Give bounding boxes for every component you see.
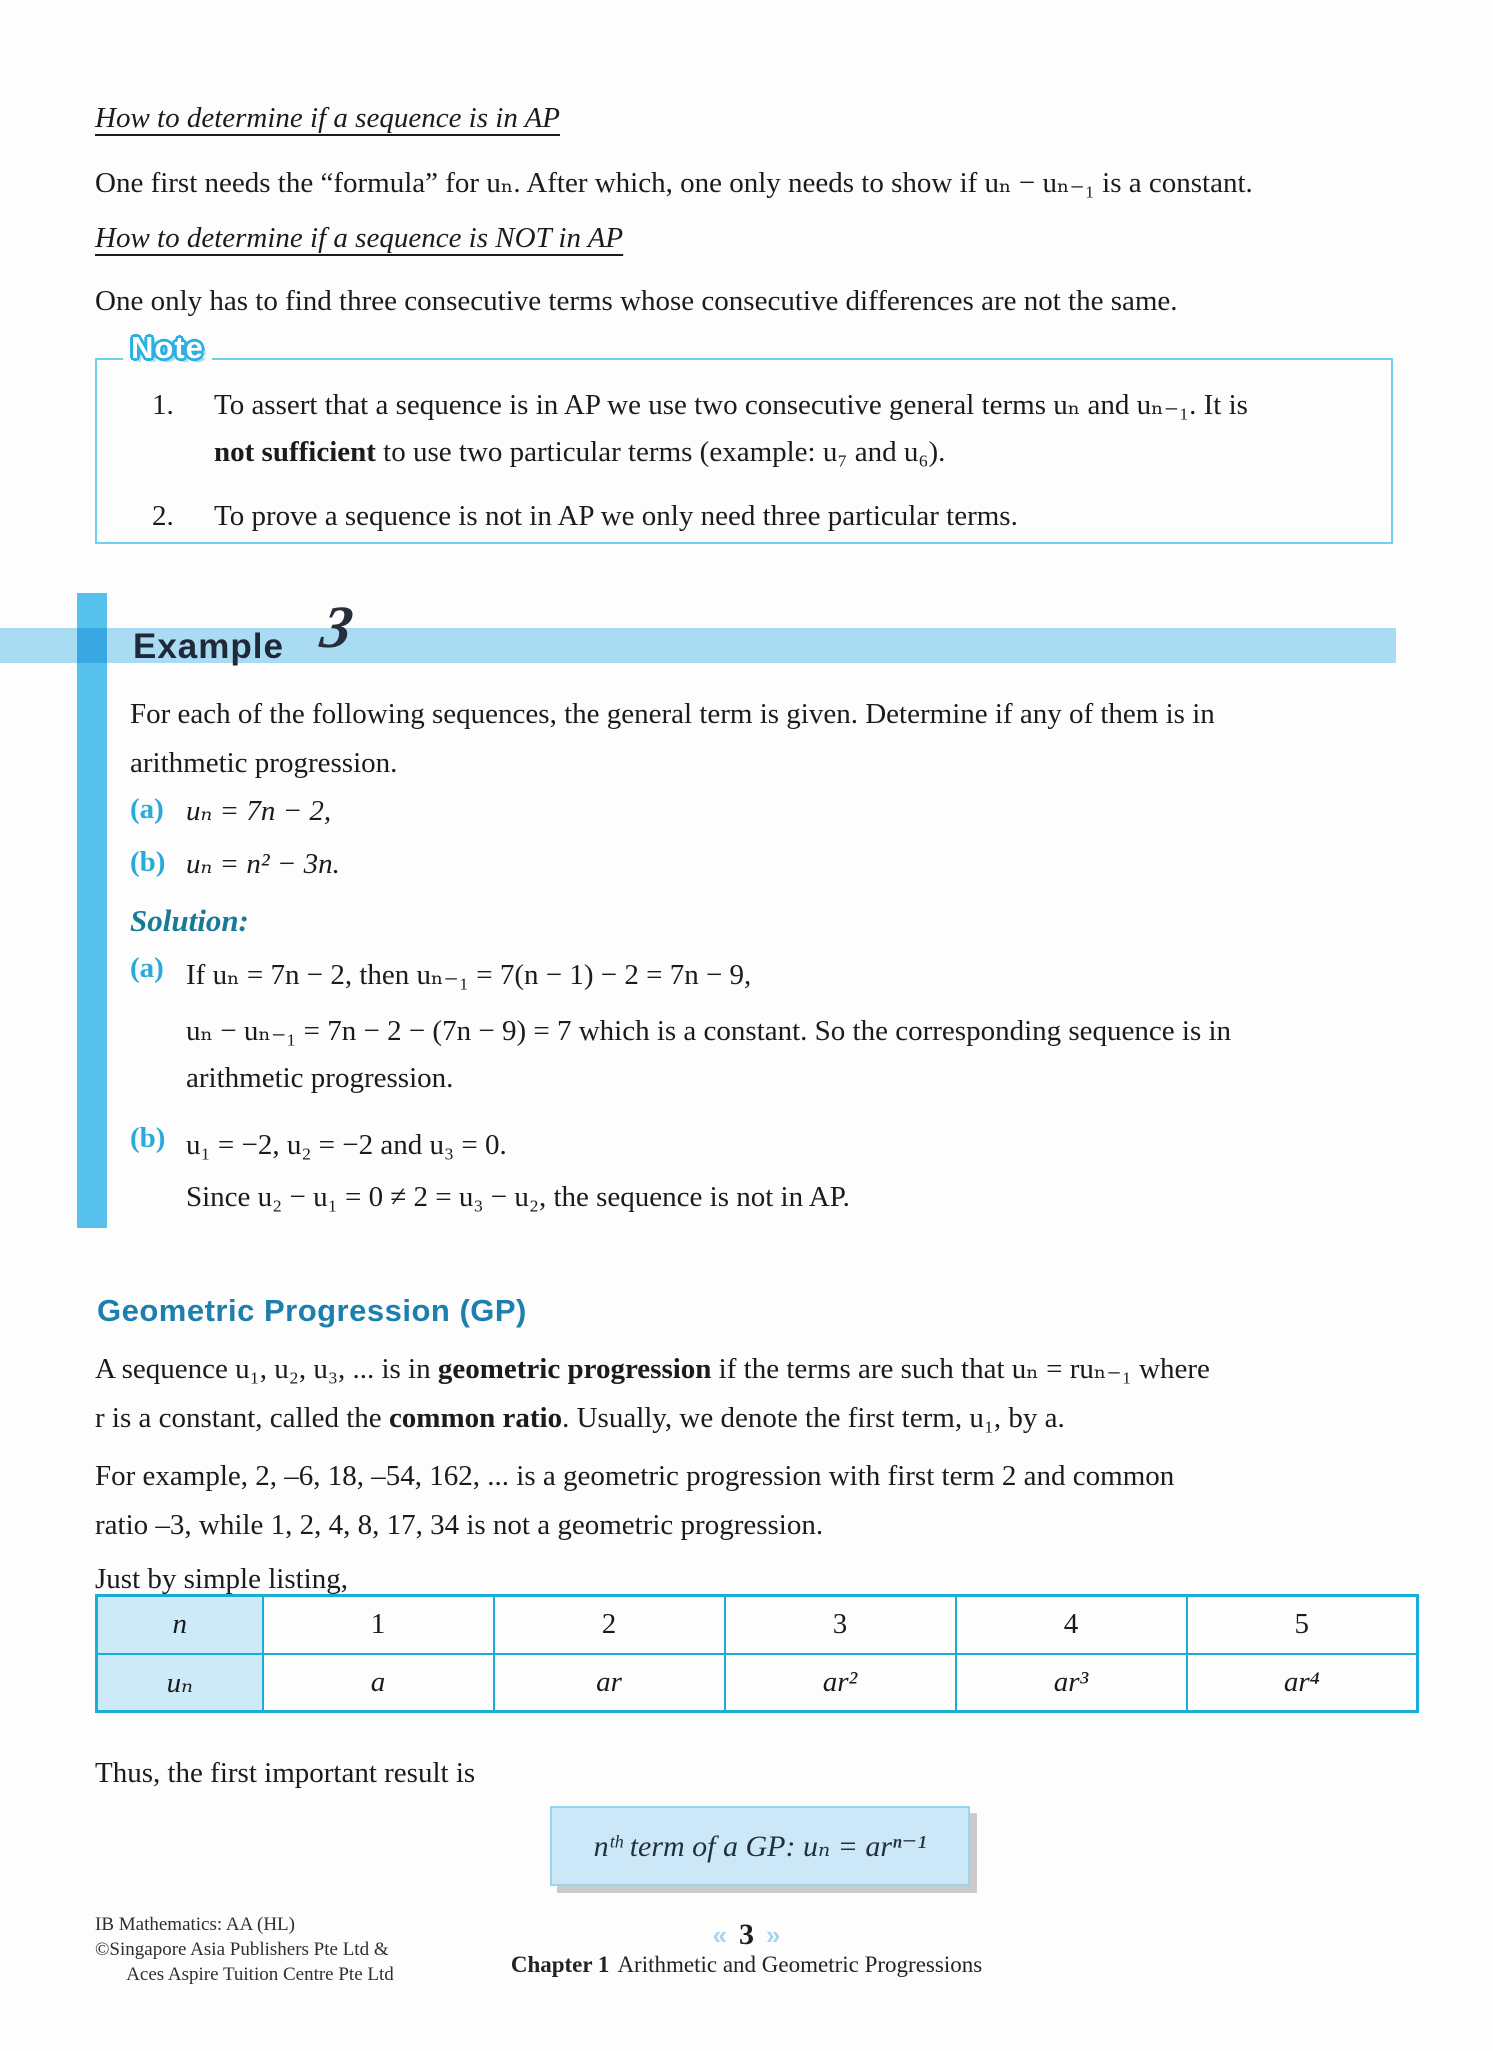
gp-text-line: A sequence u₁, u₂, u₃, ... is in geometric progression if the terms are such that uₙ = ruₙ₋₁ where xyxy=(95,1353,1210,1385)
table-cell: ar⁴ xyxy=(1187,1654,1418,1712)
page-number-value: 3 xyxy=(739,1918,754,1951)
table-cell: uₙ xyxy=(97,1654,263,1712)
solution-line: If uₙ = 7n − 2, then uₙ₋₁ = 7(n − 1) − 2 = 7n − 9, xyxy=(186,959,752,991)
chapter-label: Chapter 1 xyxy=(510,1952,610,1977)
table-cell: ar xyxy=(494,1654,725,1712)
table-row xyxy=(97,1654,1418,1712)
gp-paragraph-1 xyxy=(95,1345,1475,1443)
section-accent-bar xyxy=(77,593,107,1228)
example-label: Example xyxy=(133,627,284,666)
problem-part-b xyxy=(130,846,340,881)
note-text-line: To prove a sequence is not in AP we only need three particular terms. xyxy=(214,500,1018,532)
solution-line: arithmetic progression. xyxy=(186,1062,454,1094)
note-item-number: 2. xyxy=(152,500,174,532)
table-cell: 5 xyxy=(1187,1596,1418,1654)
note-box xyxy=(95,330,1393,544)
result-intro: Thus, the first important result is xyxy=(95,1757,476,1789)
gp-listing-table xyxy=(95,1594,1419,1713)
solution-line: u₁ = −2, u₂ = −2 and u₃ = 0. xyxy=(186,1129,507,1161)
table-cell: 1 xyxy=(263,1596,494,1654)
solution-line: Since u₂ − u₁ = 0 ≠ 2 = u₃ − u₂, the sequence is not in AP. xyxy=(186,1181,850,1213)
result-formula: nᵗʰ term of a GP: uₙ = arⁿ⁻¹ xyxy=(593,1829,927,1863)
listing-intro: Just by simple listing, xyxy=(95,1563,348,1595)
table-cell: ar² xyxy=(725,1654,956,1712)
note-item-number: 1. xyxy=(152,389,174,421)
gp-text-line: r is a constant, called the common ratio. Usually, we denote the first term, u₁, by a. xyxy=(95,1402,1065,1434)
table-row xyxy=(97,1596,1418,1654)
example-problem xyxy=(130,690,1475,788)
note-text-line: To assert that a sequence is in AP we use two consecutive general terms uₙ and uₙ₋₁. It is xyxy=(214,389,1248,421)
imprint-line: Aces Aspire Tuition Centre Pte Ltd xyxy=(126,1964,394,1985)
part-label: (a) xyxy=(130,952,164,984)
table-cell: n xyxy=(97,1596,263,1654)
gp-text-line: ratio –3, while 1, 2, 4, 8, 17, 34 is not a geometric progression. xyxy=(95,1509,824,1541)
note-item xyxy=(97,360,1391,476)
part-label: (b) xyxy=(130,846,166,878)
gp-heading: Geometric Progression (GP) xyxy=(97,1293,527,1328)
problem-line: arithmetic progression. xyxy=(130,747,398,779)
problem-line: For each of the following sequences, the general term is given. Determine if any of them is in xyxy=(130,698,1215,730)
gp-text-line: For example, 2, –6, 18, –54, 162, ... is a geometric progression with first term 2 and common xyxy=(95,1460,1175,1492)
chapter-title: Arithmetic and Geometric Progressions xyxy=(617,1952,983,1977)
note-label: Note xyxy=(123,330,212,366)
gp-paragraph-2 xyxy=(95,1452,1475,1550)
solution-a-continuation xyxy=(186,1008,1231,1102)
result-formula-box xyxy=(550,1806,970,1886)
heading-how-to-determine-not-ap: How to determine if a sequence is NOT in AP xyxy=(95,222,624,254)
table-cell: 4 xyxy=(956,1596,1187,1654)
right-guillemet-glyph: » xyxy=(766,1920,781,1950)
table-cell: 3 xyxy=(725,1596,956,1654)
example-number: 3 xyxy=(316,594,358,660)
note-item xyxy=(97,476,1391,540)
table-cell: a xyxy=(263,1654,494,1712)
solution-a-row xyxy=(130,952,751,999)
note-item-text xyxy=(214,493,1018,540)
part-formula: uₙ = n² − 3n. xyxy=(186,848,340,880)
imprint-line: IB Mathematics: AA (HL) xyxy=(95,1914,295,1935)
para-determine-not-ap: One only has to find three consecutive terms whose consecutive differences are not the same. xyxy=(95,285,1178,317)
imprint-line: ©Singapore Asia Publishers Pte Ltd & xyxy=(95,1939,389,1960)
left-guillemet-glyph: « xyxy=(712,1920,727,1950)
table-cell: 2 xyxy=(494,1596,725,1654)
part-label: (b) xyxy=(130,1122,166,1154)
note-item-text xyxy=(214,382,1248,476)
note-text-line: not sufficient to use two particular terms (example: u₇ and u₆). xyxy=(214,436,946,468)
problem-part-a xyxy=(130,793,331,828)
para-determine-ap: One first needs the “formula” for uₙ. After which, one only needs to show if uₙ − uₙ₋₁ is a constant. xyxy=(95,167,1253,199)
table-cell: ar³ xyxy=(956,1654,1187,1712)
solution-b-row xyxy=(130,1122,507,1169)
solution-line: uₙ − uₙ₋₁ = 7n − 2 − (7n − 9) = 7 which is a constant. So the corresponding sequence is in xyxy=(186,1015,1232,1047)
solution-b-continuation xyxy=(186,1174,850,1221)
heading-how-to-determine-ap: How to determine if a sequence is in AP xyxy=(95,102,560,134)
solution-label: Solution: xyxy=(130,903,249,938)
chapter-footer xyxy=(0,1952,1493,1978)
page-number xyxy=(0,1918,1493,1952)
part-formula: uₙ = 7n − 2, xyxy=(186,795,332,827)
part-label: (a) xyxy=(130,793,164,825)
